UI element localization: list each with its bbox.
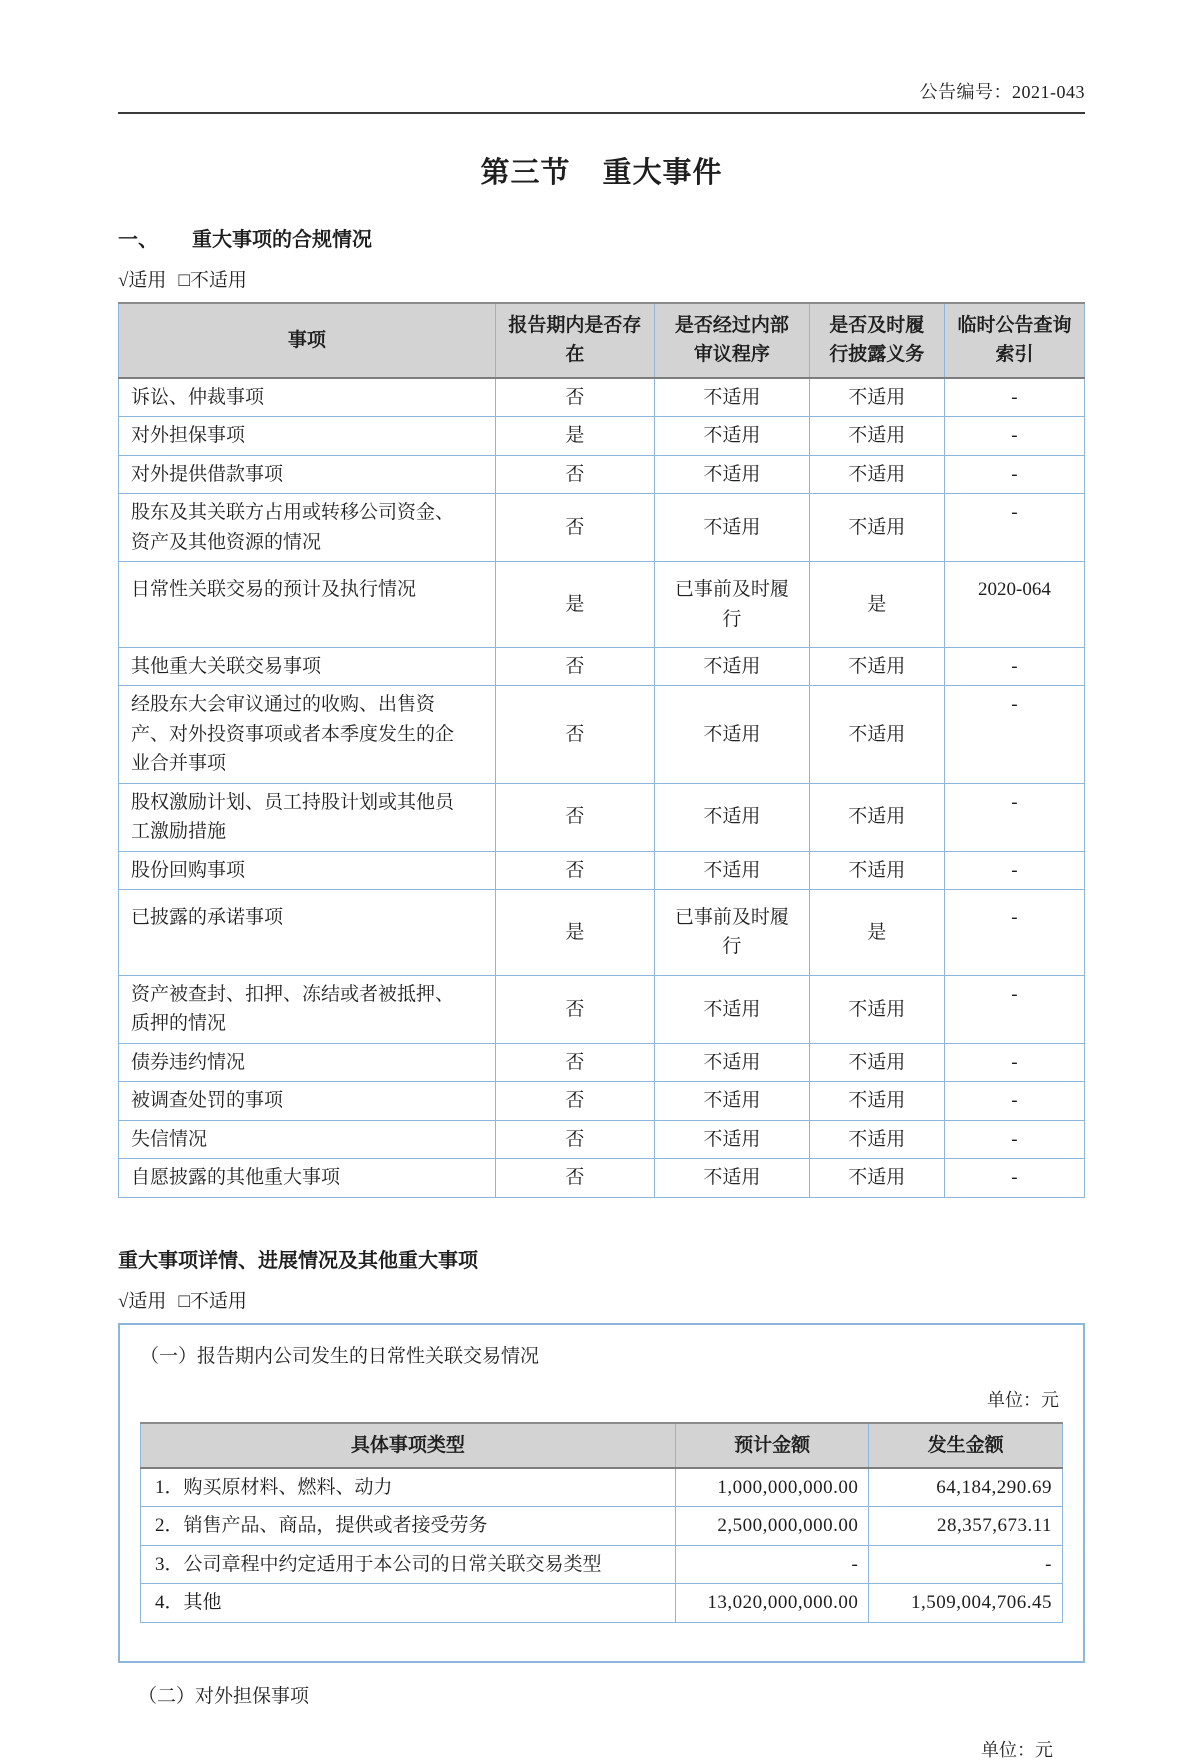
compliance-row [119,455,1085,493]
table-cell: 不适用 [655,494,810,562]
table-cell: - [944,647,1084,685]
table-cell: - [944,1043,1084,1081]
table-cell: - [944,1120,1084,1158]
column-header: 是否及时履行披露义务 [809,303,944,378]
header-divider [118,112,1085,114]
table-cell: 不适用 [809,975,944,1043]
table-cell: - [944,890,1084,976]
table-cell: 不适用 [809,455,944,493]
compliance-table [118,302,1085,1198]
table-cell: 已披露的承诺事项 [119,890,496,976]
table-cell: 2．销售产品、商品，提供或者接受劳务 [141,1507,676,1545]
not-applicable-option-2: □不适用 [178,1290,247,1312]
compliance-row [119,494,1085,562]
compliance-table-body [119,378,1085,1197]
compliance-row [119,1120,1085,1158]
compliance-row [119,851,1085,889]
table-cell: 64,184,290.69 [869,1468,1063,1507]
table-cell: 否 [495,975,654,1043]
table-cell: 失信情况 [119,1120,496,1158]
table-cell: - [944,783,1084,851]
table-cell: - [944,851,1084,889]
table-cell: 否 [495,494,654,562]
table-cell: 被调查处罚的事项 [119,1082,496,1120]
section-1-number: 一、 [118,229,158,251]
table-cell: 否 [495,686,654,783]
table-cell: - [944,975,1084,1043]
title-text: 重大事件 [602,157,723,189]
applicable-option-2: √适用 [118,1290,167,1312]
table-cell: 不适用 [655,378,810,417]
transaction-row [141,1584,1063,1622]
table-cell: 否 [495,455,654,493]
compliance-row [119,975,1085,1043]
table-cell: 是 [495,562,654,648]
table-cell: 不适用 [655,975,810,1043]
table-cell: - [944,494,1084,562]
table-cell: 不适用 [809,783,944,851]
table-cell: 否 [495,1120,654,1158]
table-cell: 自愿披露的其他重大事项 [119,1159,496,1197]
table-cell: 对外提供借款事项 [119,455,496,493]
table-cell: 不适用 [809,494,944,562]
table-cell: 不适用 [655,455,810,493]
table-cell: 否 [495,851,654,889]
table-cell: 1．购买原材料、燃料、动力 [141,1468,676,1507]
table-cell: - [675,1545,869,1583]
table-cell: 1,509,004,706.45 [869,1584,1063,1622]
table-cell: 是 [809,890,944,976]
applicable-option: √适用 [118,270,167,291]
related-transactions-table [140,1422,1063,1623]
table-cell: 其他重大关联交易事项 [119,647,496,685]
related-transactions-box [118,1323,1085,1663]
applicability-line-1 [118,265,1085,292]
table-cell: 诉讼、仲裁事项 [119,378,496,417]
column-header: 报告期内是否存在 [495,303,654,378]
table-cell: 不适用 [809,686,944,783]
table-cell: - [944,1159,1084,1197]
title-section-number: 第三节 [480,157,571,189]
amounts-table-head [141,1423,1063,1468]
compliance-row [119,378,1085,417]
table-cell: 4．其他 [141,1584,676,1622]
compliance-row [119,783,1085,851]
compliance-row [119,562,1085,648]
compliance-row [119,1082,1085,1120]
table-cell: 股权激励计划、员工持股计划或其他员工激励措施 [119,783,496,851]
table-cell: 不适用 [655,1043,810,1081]
table-cell: 不适用 [655,851,810,889]
section-1-heading [118,223,1085,252]
transaction-row [141,1507,1063,1545]
page-title [118,150,1085,191]
table-cell: 否 [495,1082,654,1120]
table-cell: 日常性关联交易的预计及执行情况 [119,562,496,648]
table-cell: 对外担保事项 [119,417,496,455]
table-cell: 28,357,673.11 [869,1507,1063,1545]
column-header: 临时公告查询索引 [944,303,1084,378]
table-cell: 股东及其关联方占用或转移公司资金、资产及其他资源的情况 [119,494,496,562]
transaction-row [141,1468,1063,1507]
column-header: 是否经过内部审议程序 [655,303,810,378]
table-cell: - [944,686,1084,783]
column-header: 发生金额 [869,1423,1063,1468]
table-cell: 已事前及时履行 [655,562,810,648]
table-cell: - [944,417,1084,455]
table-cell: - [869,1545,1063,1583]
table-cell: 经股东大会审议通过的收购、出售资产、对外投资事项或者本季度发生的企业合并事项 [119,686,496,783]
table-cell: 不适用 [655,783,810,851]
table-cell: 已事前及时履行 [655,890,810,976]
not-applicable-option: □不适用 [178,270,247,291]
table-cell: 否 [495,1043,654,1081]
compliance-header-row [119,303,1085,378]
table-cell: 否 [495,647,654,685]
table-cell: 不适用 [809,1082,944,1120]
table-cell: 不适用 [655,686,810,783]
compliance-row [119,647,1085,685]
table-cell: 1,000,000,000.00 [675,1468,869,1507]
amounts-header-row [141,1423,1063,1468]
compliance-row [119,890,1085,976]
unit-label-2: 单位：元 [981,1739,1053,1760]
table-cell: 否 [495,378,654,417]
table-cell: 3．公司章程中约定适用于本公司的日常关联交易类型 [141,1545,676,1583]
table-cell: 不适用 [655,1120,810,1158]
compliance-row [119,1043,1085,1081]
table-cell: 13,020,000,000.00 [675,1584,869,1622]
subsection-2-label: （二）对外担保事项 [138,1685,310,1707]
table-cell: - [944,1082,1084,1120]
unit-label-1: 单位：元 [987,1389,1059,1410]
column-header: 预计金额 [675,1423,869,1468]
announcement-number: 公告编号：2021-043 [919,82,1085,102]
table-cell: 是 [809,562,944,648]
table-cell: - [944,378,1084,417]
table-cell: 否 [495,1159,654,1197]
table-cell: 不适用 [809,1120,944,1158]
table-cell: 不适用 [809,1043,944,1081]
table-cell: 不适用 [655,417,810,455]
compliance-row [119,417,1085,455]
table-cell: - [944,455,1084,493]
compliance-row [119,1159,1085,1197]
table-cell: 否 [495,783,654,851]
table-cell: 股份回购事项 [119,851,496,889]
table-cell: 是 [495,890,654,976]
table-cell: 债券违约情况 [119,1043,496,1081]
section-2-heading: 重大事项详情、进展情况及其他重大事项 [118,1249,478,1272]
section-1-title: 重大事项的合规情况 [192,229,372,251]
compliance-row [119,686,1085,783]
compliance-table-head [119,303,1085,378]
table-cell: 不适用 [655,1159,810,1197]
table-cell: 资产被查封、扣押、冻结或者被抵押、质押的情况 [119,975,496,1043]
applicability-line-2 [118,1286,1085,1313]
table-cell: 不适用 [655,647,810,685]
table-cell: 不适用 [809,417,944,455]
table-cell: 2,500,000,000.00 [675,1507,869,1545]
table-cell: 不适用 [809,647,944,685]
table-cell: 不适用 [809,1159,944,1197]
column-header: 事项 [119,303,496,378]
subsection-1-label: （一）报告期内公司发生的日常性关联交易情况 [140,1345,540,1367]
table-cell: 不适用 [655,1082,810,1120]
table-cell: 不适用 [809,378,944,417]
column-header: 具体事项类型 [141,1423,676,1468]
transaction-row [141,1545,1063,1583]
table-cell: 是 [495,417,654,455]
table-cell: 不适用 [809,851,944,889]
table-cell: 2020-064 [944,562,1084,648]
amounts-table-body [141,1468,1063,1622]
